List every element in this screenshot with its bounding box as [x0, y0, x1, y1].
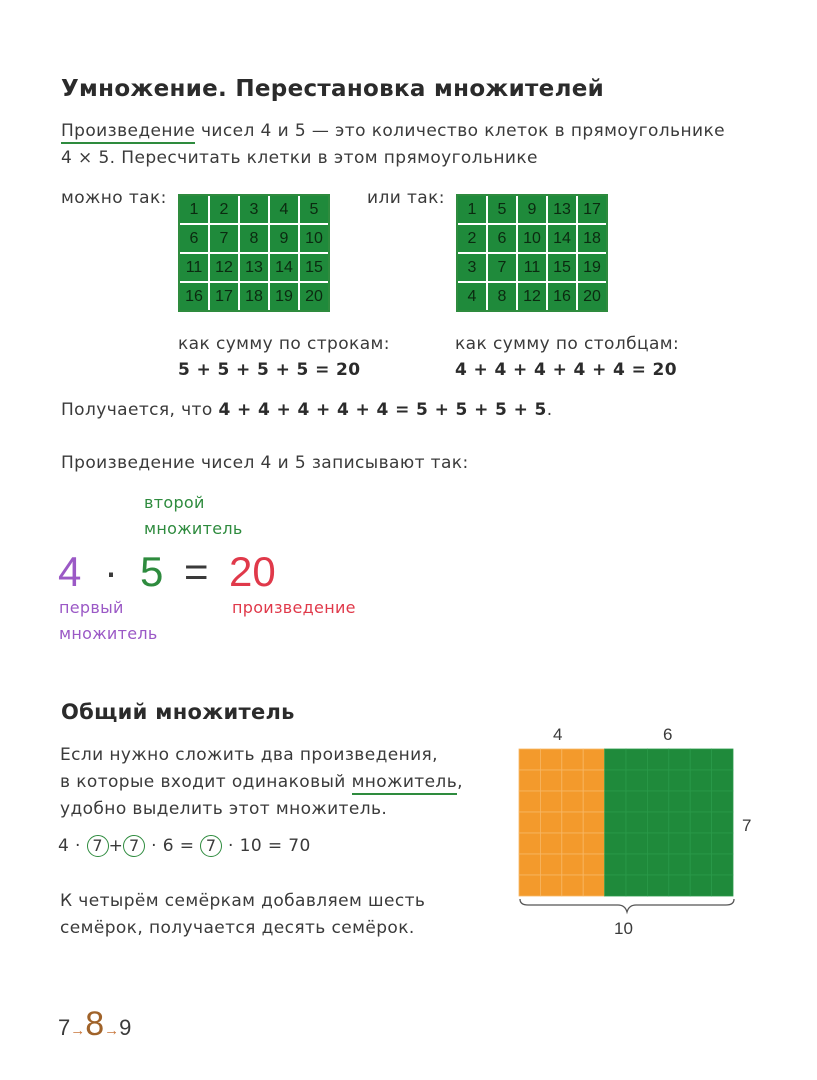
- green-cell: [605, 812, 626, 833]
- grid-cell: 7: [210, 225, 238, 252]
- arrow-right-icon: →: [104, 1022, 120, 1039]
- conclusion-equation: 4 + 4 + 4 + 4 + 4 = 5 + 5 + 5 + 5: [218, 400, 547, 420]
- page-title: Умножение. Перестановка множителей: [61, 76, 605, 102]
- grid-cell: 13: [548, 196, 576, 223]
- orange-cell: [583, 875, 604, 896]
- next-page-number[interactable]: 9: [119, 1015, 132, 1040]
- green-cell: [626, 833, 647, 854]
- p1-line-2: [60, 769, 463, 796]
- green-cell: [712, 854, 733, 875]
- orange-cell: [519, 833, 540, 854]
- grid-cell: 5: [300, 196, 328, 223]
- rows-sum: 5 + 5 + 5 + 5 = 20: [178, 360, 361, 380]
- green-cell: [626, 791, 647, 812]
- notation-intro: Произведение чисел 4 и 5 записывают так:: [61, 453, 469, 473]
- green-cell: [690, 791, 711, 812]
- intro-line-1: [61, 121, 725, 141]
- grid-cell: 18: [578, 225, 606, 252]
- orange-cell: [540, 875, 561, 896]
- bottom-brace: [518, 897, 736, 917]
- orange-cell: [562, 770, 583, 791]
- green-cell: [712, 833, 733, 854]
- orange-cell: [519, 791, 540, 812]
- green-cell: [626, 854, 647, 875]
- green-cell: [690, 875, 711, 896]
- green-cell: [647, 770, 668, 791]
- green-cell: [647, 749, 668, 770]
- green-cell: [647, 833, 668, 854]
- first-label-line-1: первый: [59, 598, 124, 617]
- orange-cell: [562, 791, 583, 812]
- arrow-right-icon: →: [70, 1022, 86, 1039]
- common-equation: [58, 835, 311, 857]
- grid-cell: 16: [548, 283, 576, 310]
- grid-cell: 12: [210, 254, 238, 281]
- grid-cell: 3: [240, 196, 268, 223]
- circled-seven: 7: [200, 835, 222, 857]
- green-cell: [712, 875, 733, 896]
- second-factor-label: [144, 490, 243, 542]
- eq-part-b: · 6 =: [151, 836, 195, 856]
- orange-cell: [583, 749, 604, 770]
- eq-plus: +: [108, 836, 124, 856]
- orange-cell: [540, 812, 561, 833]
- green-cell: [605, 833, 626, 854]
- second-label-line-1: второй: [144, 493, 205, 512]
- conclusion-suffix: .: [546, 400, 553, 420]
- orange-cell: [583, 791, 604, 812]
- green-cell: [690, 833, 711, 854]
- grid-cell: 10: [300, 225, 328, 252]
- common-paragraph-2: [60, 888, 425, 942]
- grid-cell: 12: [518, 283, 546, 310]
- green-cell: [669, 812, 690, 833]
- grid-cell: 19: [270, 283, 298, 310]
- grid-cell: 7: [488, 254, 516, 281]
- orange-cell: [583, 770, 604, 791]
- grid-cell: 4: [458, 283, 486, 310]
- grid-cell: 13: [240, 254, 268, 281]
- prev-page-number[interactable]: 7: [58, 1015, 71, 1040]
- green-cell: [712, 749, 733, 770]
- green-cell: [626, 749, 647, 770]
- green-cell: [712, 770, 733, 791]
- green-cell: [669, 749, 690, 770]
- p1-line-1: Если нужно сложить два произведения,: [60, 745, 438, 765]
- grid-cell: 9: [518, 196, 546, 223]
- orange-cell: [540, 833, 561, 854]
- grid-cell: 20: [300, 283, 328, 310]
- green-cell: [647, 812, 668, 833]
- green-cell: [605, 875, 626, 896]
- first-factor: 4: [58, 548, 82, 595]
- common-paragraph-1: [60, 742, 463, 823]
- grid-cell: 20: [578, 283, 606, 310]
- variant2-label: или так:: [367, 188, 445, 208]
- first-factor-label: [59, 595, 158, 647]
- grid-cell: 2: [210, 196, 238, 223]
- orange-cell: [562, 854, 583, 875]
- grid-cell: 17: [210, 283, 238, 310]
- grid-cell: 19: [578, 254, 606, 281]
- orange-cell: [540, 854, 561, 875]
- grid-cell: 1: [180, 196, 208, 223]
- green-cell: [712, 791, 733, 812]
- green-cell: [626, 875, 647, 896]
- intro-line-2: 4 × 5. Пересчитать клетки в этом прямоугольнике: [61, 148, 538, 168]
- eq-part-a: 4 ·: [58, 836, 81, 856]
- grid-cell: 8: [240, 225, 268, 252]
- orange-cell: [562, 833, 583, 854]
- diagram-bottom-label: 10: [614, 919, 633, 938]
- green-cell: [669, 854, 690, 875]
- p1-line-2-post: ,: [457, 772, 463, 792]
- p2-line-1: К четырём семёркам добавляем шесть: [60, 891, 426, 911]
- orange-cell: [519, 854, 540, 875]
- grid-cell: 16: [180, 283, 208, 310]
- green-cell: [647, 875, 668, 896]
- rows-caption: как сумму по строкам:: [178, 334, 390, 354]
- conclusion-prefix: Получается, что: [61, 400, 213, 420]
- grid-cell: 8: [488, 283, 516, 310]
- grid-cell: 10: [518, 225, 546, 252]
- green-cell: [605, 770, 626, 791]
- green-cell: [669, 875, 690, 896]
- p1-line-2-pre: в которые входит одинаковый: [60, 772, 352, 792]
- orange-cell: [562, 875, 583, 896]
- product-result: 20: [229, 548, 276, 595]
- current-page-number: 8: [85, 1005, 105, 1043]
- green-cell: [669, 833, 690, 854]
- green-cell: [626, 812, 647, 833]
- p1-line-3: удобно выделить этот множитель.: [60, 799, 388, 819]
- green-cell: [690, 854, 711, 875]
- grid-cell: 14: [548, 225, 576, 252]
- second-factor: 5: [140, 548, 164, 595]
- diagram-side-label: 7: [742, 816, 752, 835]
- columns-sum: 4 + 4 + 4 + 4 + 4 = 20: [455, 360, 678, 380]
- green-cell: [690, 749, 711, 770]
- orange-cell: [583, 854, 604, 875]
- product-term: Произведение: [61, 121, 195, 144]
- diagram-right-label: 6: [663, 725, 673, 744]
- grid-cell: 2: [458, 225, 486, 252]
- grid-cell: 9: [270, 225, 298, 252]
- conclusion: [61, 400, 553, 420]
- orange-cell: [540, 791, 561, 812]
- grid-cell: 4: [270, 196, 298, 223]
- grid-cell: 17: [578, 196, 606, 223]
- grid-cell: 11: [180, 254, 208, 281]
- multiply-dot: ·: [104, 548, 118, 595]
- second-label-line-2: множитель: [144, 519, 243, 538]
- grid-cell: 15: [300, 254, 328, 281]
- grid-rows: [178, 194, 330, 312]
- green-cell: [605, 791, 626, 812]
- grid-cell: 14: [270, 254, 298, 281]
- first-label-line-2: множитель: [59, 624, 158, 643]
- grid-cell: 6: [180, 225, 208, 252]
- circled-seven: 7: [87, 835, 109, 857]
- intro-line-1-text: чисел 4 и 5 — это количество клеток в прямоугольнике: [195, 121, 725, 141]
- green-cell: [605, 854, 626, 875]
- green-cell: [647, 791, 668, 812]
- green-cell: [605, 749, 626, 770]
- grid-columns: [456, 194, 608, 312]
- orange-cell: [583, 812, 604, 833]
- orange-cell: [519, 875, 540, 896]
- green-cell: [669, 770, 690, 791]
- diagram-left-label: 4: [553, 725, 563, 744]
- grid-cell: 11: [518, 254, 546, 281]
- orange-cell: [519, 770, 540, 791]
- orange-cell: [540, 749, 561, 770]
- area-diagram: [518, 748, 734, 898]
- orange-cell: [562, 749, 583, 770]
- grid-cell: 5: [488, 196, 516, 223]
- orange-cell: [519, 812, 540, 833]
- section-title: Общий множитель: [61, 700, 295, 724]
- grid-cell: 15: [548, 254, 576, 281]
- eq-end: · 10 = 70: [228, 836, 311, 856]
- product-label: произведение: [232, 598, 356, 617]
- orange-cell: [583, 833, 604, 854]
- circled-seven: 7: [123, 835, 145, 857]
- grid-cell: 1: [458, 196, 486, 223]
- page-navigation: [58, 1005, 131, 1044]
- grid-cell: 18: [240, 283, 268, 310]
- green-cell: [647, 854, 668, 875]
- grid-cell: 6: [488, 225, 516, 252]
- columns-caption: как сумму по столбцам:: [455, 334, 680, 354]
- p2-line-2: семёрок, получается десять семёрок.: [60, 918, 415, 938]
- equals-sign: =: [184, 548, 209, 595]
- green-cell: [712, 812, 733, 833]
- orange-cell: [519, 749, 540, 770]
- orange-cell: [540, 770, 561, 791]
- grid-cell: 3: [458, 254, 486, 281]
- green-cell: [690, 812, 711, 833]
- green-cell: [690, 770, 711, 791]
- factor-term: множитель: [352, 772, 458, 795]
- green-cell: [626, 770, 647, 791]
- orange-cell: [562, 812, 583, 833]
- green-cell: [669, 791, 690, 812]
- variant1-label: можно так:: [61, 188, 167, 208]
